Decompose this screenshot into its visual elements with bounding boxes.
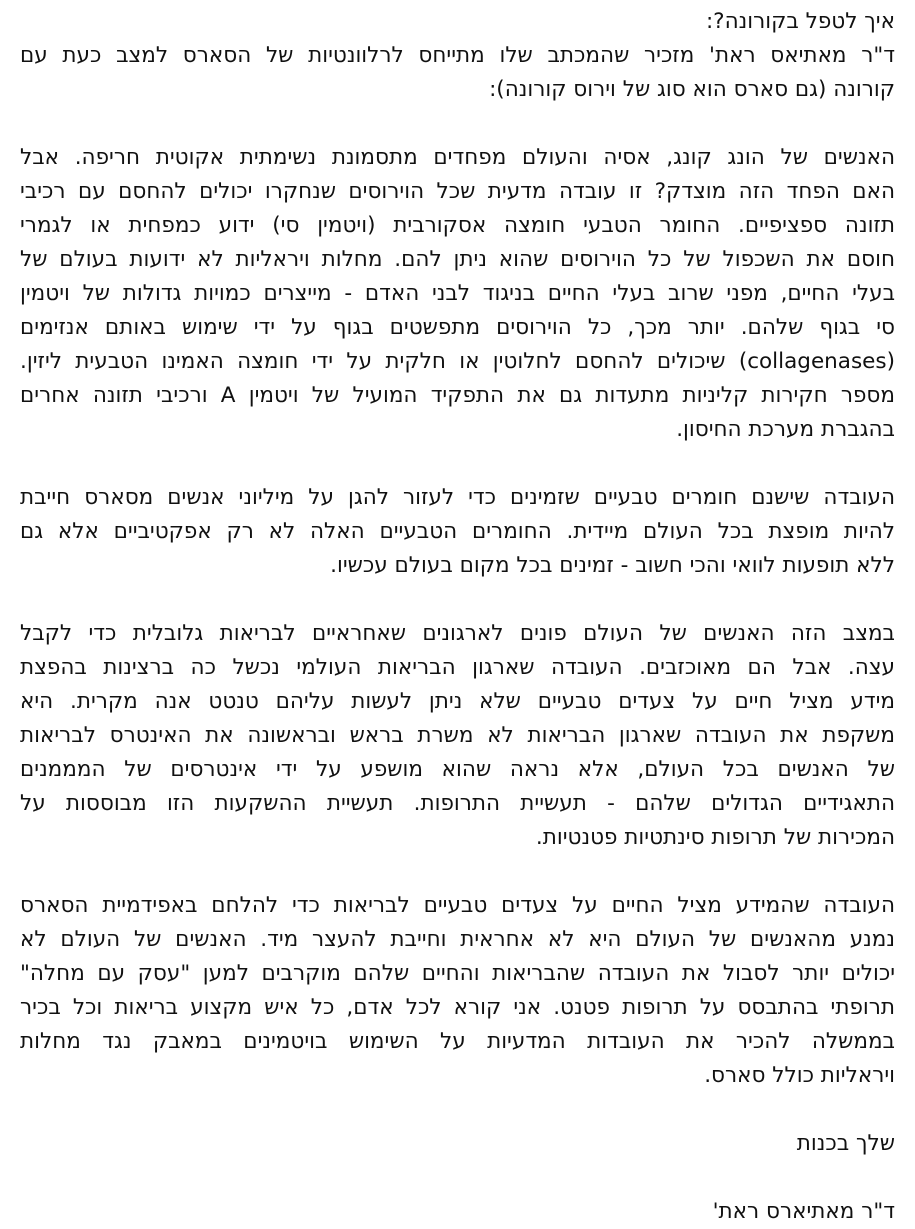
paragraph-spacer <box>20 583 895 617</box>
intro-line: ד"ר מאתיאס ראת' מזכיר שהמכתב שלו מתייחס לרלוונטיות של הסארס למצב כעת עם <box>20 43 895 68</box>
intro-line: קורונה (גם סארס הוא סוג של וירוס קורונה): <box>489 77 895 102</box>
paragraph-spacer <box>20 1093 895 1127</box>
paragraph-line: מידע מציל חיים על צעדים טבעיים שלא ניתן לעשות עליהם טנטט אנה מקרית. היא <box>20 689 895 714</box>
paragraph-line: העובדה שישנם חומרים טבעיים שזמינים כדי לעזור להגן על מיליוני אנשים מסארס חייבת <box>20 485 895 510</box>
signature-block <box>20 1195 895 1229</box>
document-title: איך לטפל בקורונה?: <box>705 9 895 34</box>
paragraph-line: במצב הזה האנשים של העולם פונים לארגונים שאחראיים לבריאות גלובלית כדי לקבל <box>20 621 895 646</box>
paragraph-line: סי בגוף שלהם. יותר מכך, כל הוירוסים מתפשטים בגוף על ידי שימוש באותם אנזימים <box>20 315 895 340</box>
paragraph-line: עצה. אבל הם מאוכזבים. העובדה שארגון הבריאות העולמי נכשל כה ברצינות בהפצת <box>20 655 895 680</box>
paragraph-line: ויראליות כולל סארס. <box>704 1063 895 1088</box>
paragraph-spacer <box>20 855 895 889</box>
paragraph-line: של האנשים בכל העולם, אלא נראה שהוא מושפע על ידי אינטרסים של המממנים <box>20 757 895 782</box>
paragraph-line: בהגברת מערכת החיסון. <box>676 417 895 442</box>
closing-text: שלך בכנות <box>796 1131 895 1156</box>
paragraph-line: תרופתי בהתבסס על תרופות פטנט. אני קורא לכל אדם, כל איש מקצוע בריאות וכל בכיר <box>20 995 895 1020</box>
paragraph-line: להיות מופצת בכל העולם מיידית. החומרים הטבעיים האלה לא רק אפקטיביים אלא גם <box>20 519 895 544</box>
paragraph-line: נמנע מהאנשים של העולם היא לא אחראית וחייבת להעצר מיד. האנשים של העולם לא <box>20 927 895 952</box>
closing-block <box>20 1127 895 1161</box>
paragraph-spacer <box>20 107 895 141</box>
paragraph-3 <box>20 617 895 855</box>
paragraph-line: מספר חקירות קליניות מתעדות גם את התפקיד המועיל של ויטמין A ורכיבי תזונה אחרים <box>20 383 895 408</box>
paragraph-line: התאגידיים הגדולים שלהם - תעשיית התרופות. תעשיית ההשקעות הזו מבוססות על <box>20 791 895 816</box>
paragraph-4 <box>20 889 895 1093</box>
paragraph-line: חוסם את השכפול של כל הוירוסים שהוא ניתן להם. מחלות ויראליות לא ידועות בעולם של <box>20 247 895 272</box>
paragraph-spacer <box>20 1161 895 1195</box>
paragraph-2 <box>20 481 895 583</box>
signature: ד"ר מאתיארס ראת' <box>712 1199 895 1224</box>
paragraph-line: האנשים של הונג קונג, אסיה והעולם מפחדים מתסמונת נשימתית אקוטית חריפה. אבל <box>20 145 895 170</box>
paragraph-line: האם הפחד הזה מוצדק? זו עובדה מדעית שכל הוירוסים שנחקרו יכולים להחסם עם רכיבי <box>20 179 895 204</box>
paragraph-1 <box>20 141 895 447</box>
paragraph-line: ללא תופעות לוואי והכי חשוב - זמינים בכל מקום בעולם עכשיו. <box>330 553 895 578</box>
document-heading <box>20 5 895 107</box>
paragraph-line: משקפת את העובדה שארגון הבריאות לא משרת בראש ובראשונה את האינטרס לבריאות <box>20 723 895 748</box>
paragraph-line: (collagenases) שיכולים להחסם לחלוטין או חלקית על ידי חומצה האמינו הטבעית ליזין. <box>20 349 895 374</box>
paragraph-line: העובדה שהמידע מציל החיים על צעדים טבעיים לבריאות כדי להלחם באפידמיית הסארס <box>20 893 895 918</box>
paragraph-spacer <box>20 447 895 481</box>
paragraph-line: בעלי החיים, מפני שרוב בעלי החיים בניגוד לבני האדם - מייצרים כמויות גדולות של ויטמין <box>20 281 895 306</box>
paragraph-line: המכירות של תרופות סינתטיות פטנטיות. <box>535 825 895 850</box>
paragraph-line: בממשלה להכיר את העובדות המדעיות על השימוש בויטמינים במאבק נגד מחלות <box>20 1029 895 1054</box>
paragraph-line: יכולים יותר לסבול את העובדה שהבריאות והחיים שלהם מוקרבים למען "עסק עם מחלה" <box>20 961 895 986</box>
paragraph-line: תזונה ספציפיים. החומר הטבעי חומצה אסקורבית (ויטמין סי) ידוע כמפחית או לגמרי <box>20 213 895 238</box>
